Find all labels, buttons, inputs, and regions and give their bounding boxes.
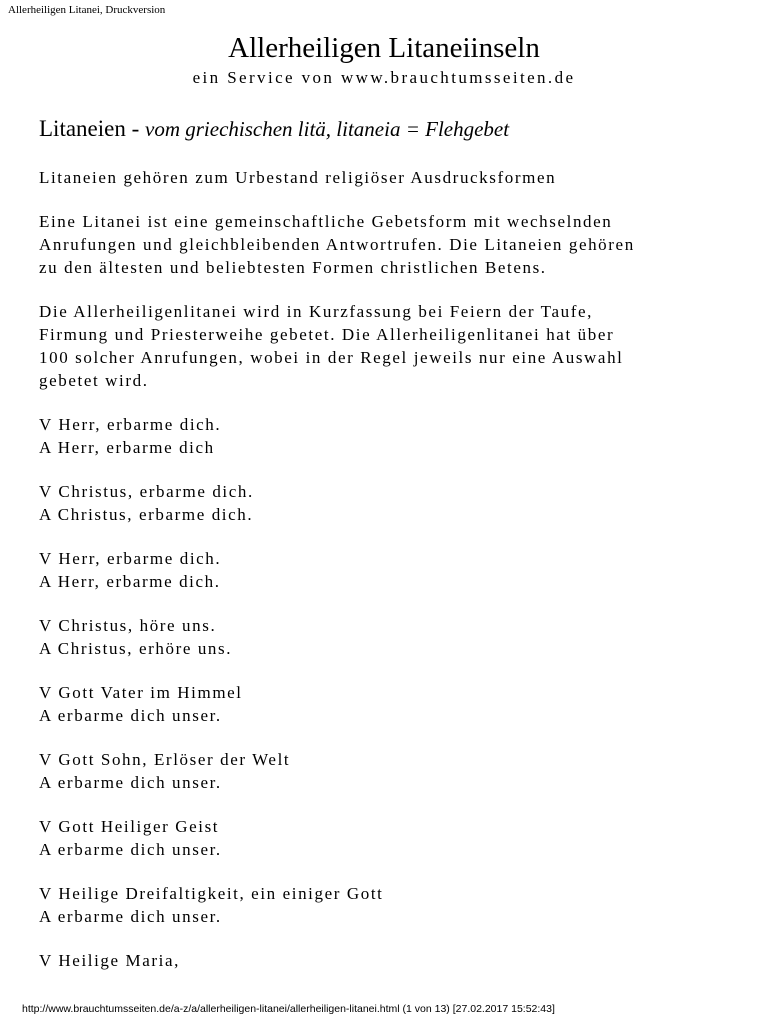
versicle-line: V Christus, höre uns. <box>39 616 217 635</box>
response-line: A Christus, erhöre uns. <box>39 639 233 658</box>
litany-pair <box>39 748 739 794</box>
versicle-line: V Gott Sohn, Erlöser der Welt <box>39 750 291 769</box>
versicle-line: V Christus, erbarme dich. <box>39 482 254 501</box>
response-line: A Christus, erbarme dich. <box>39 505 254 524</box>
heading-definition: vom griechischen litä, litaneia = Flehgebet <box>145 117 510 141</box>
text-line: Litaneien gehören zum Urbestand religiöser Ausdrucksformen <box>39 168 557 187</box>
litany-pair <box>39 681 739 727</box>
page-subtitle: ein Service von www.brauchtumsseiten.de <box>192 68 576 87</box>
text-line: Die Allerheiligenlitanei wird in Kurzfassung bei Feiern der Taufe, <box>39 302 593 321</box>
text-line: 100 solcher Anrufungen, wobei in der Regel jeweils nur eine Auswahl <box>39 348 624 367</box>
litany-pair <box>39 614 739 660</box>
print-header: Allerheiligen Litanei, Druckversion <box>8 4 166 16</box>
versicle-line: V Gott Heiliger Geist <box>39 817 220 836</box>
response-line: A erbarme dich unser. <box>39 706 222 725</box>
text-line: Firmung und Priesterweihe gebetet. Die Allerheiligenlitanei hat über <box>39 325 615 344</box>
litany-pair <box>39 882 739 928</box>
versicle-line: V Heilige Maria, <box>39 951 180 970</box>
response-line: A Herr, erbarme dich <box>39 438 215 457</box>
text-line: Anrufungen und gleichbleibenden Antwortrufen. Die Litaneien gehören <box>39 235 635 254</box>
document-body <box>39 166 739 993</box>
response-line: A erbarme dich unser. <box>39 907 222 926</box>
litany-pair <box>39 480 739 526</box>
litany-pair <box>39 547 739 593</box>
response-line: A Herr, erbarme dich. <box>39 572 221 591</box>
heading-term: Litaneien - <box>39 116 140 141</box>
print-footer-url: http://www.brauchtumsseiten.de/a-z/a/allerheiligen-litanei/allerheiligen-litanei.html (1 von 13) [27.02.2017 15:52:43] <box>22 1003 555 1015</box>
litany-pair <box>39 413 739 459</box>
response-line: A erbarme dich unser. <box>39 840 222 859</box>
litany-pair <box>39 949 739 972</box>
versicle-line: V Heilige Dreifaltigkeit, ein einiger Gott <box>39 884 384 903</box>
versicle-line: V Herr, erbarme dich. <box>39 415 222 434</box>
versicle-line: V Herr, erbarme dich. <box>39 549 222 568</box>
page-title: Allerheiligen Litaneiinseln <box>228 32 540 64</box>
versicle-line: V Gott Vater im Himmel <box>39 683 243 702</box>
text-line: zu den ältesten und beliebtesten Formen christlichen Betens. <box>39 258 547 277</box>
section-heading <box>39 114 509 144</box>
text-line: gebetet wird. <box>39 371 149 390</box>
text-line: Eine Litanei ist eine gemeinschaftliche Gebetsform mit wechselnden <box>39 212 613 231</box>
response-line: A erbarme dich unser. <box>39 773 222 792</box>
intro-paragraph <box>39 166 739 189</box>
intro-paragraph <box>39 210 739 279</box>
intro-paragraph <box>39 300 739 392</box>
litany-pair <box>39 815 739 861</box>
